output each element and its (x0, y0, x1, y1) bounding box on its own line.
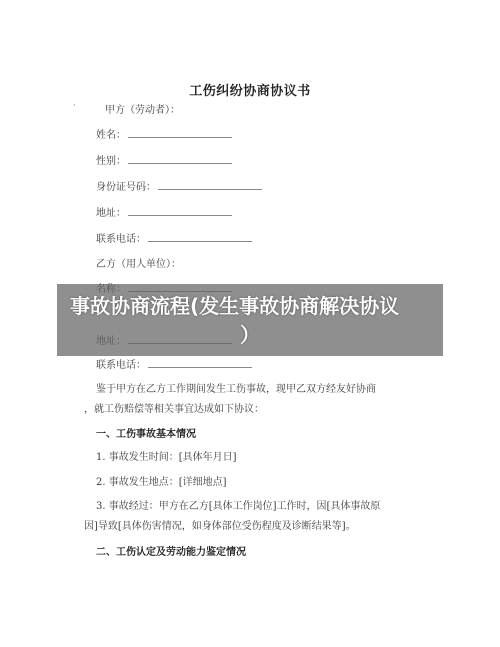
address-a-row (96, 204, 232, 219)
party-b-label: 乙方（用人单位）： (96, 259, 181, 270)
phone-a-blank (148, 232, 252, 242)
section-1-heading: 一、工伤事故基本情况 (96, 429, 196, 440)
item-3-line-2: 因]导致[具体伤害情况，如身体部位受伤程度及诊断结果等]。 (84, 521, 356, 532)
gender-blank (128, 154, 232, 164)
section-2-heading: 二、工伤认定及劳动能力鉴定情况 (96, 547, 246, 558)
gender-row (96, 152, 232, 167)
phone-b-blank (148, 358, 252, 368)
bullet-dot: · (73, 101, 76, 110)
name-a-label: 姓名： (96, 130, 126, 141)
id-number-row (96, 178, 262, 193)
phone-a-row (96, 230, 252, 245)
party-a-label: 甲方（劳动者）： (105, 105, 180, 116)
id-number-blank (158, 180, 262, 190)
address-a-label: 地址： (96, 208, 126, 219)
overlay-title (70, 292, 430, 350)
item-2: 2. 事故发生地点：[详细地点] (96, 477, 227, 488)
overlay-title-line-2: ） (240, 323, 260, 347)
phone-b-label: 联系电话： (96, 360, 146, 371)
overlay-title-line-1: 事故协商流程(发生事故协商解决协议 (70, 294, 400, 318)
name-a-row (96, 126, 232, 141)
phone-a-label: 联系电话： (96, 234, 146, 245)
phone-b-row (96, 356, 252, 371)
name-a-blank (128, 128, 232, 138)
address-a-blank (128, 206, 232, 216)
id-number-label: 身份证号码： (96, 182, 156, 193)
item-3-line-1: 3. 事故经过：甲方在乙方[具体工作岗位]工作时，因[具体事故原 (96, 501, 381, 512)
item-1: 1. 事故发生时间：[具体年月日] (96, 452, 237, 463)
preamble-line-1: 鉴于甲方在乙方工作期间发生工伤事故，现甲乙双方经友好协商 (96, 384, 376, 395)
document-title: 工伤纠纷协商协议书 (189, 84, 311, 99)
gender-label: 性别： (96, 156, 126, 167)
preamble-line-2: ，就工伤赔偿等相关事宜达成如下协议： (84, 404, 264, 415)
